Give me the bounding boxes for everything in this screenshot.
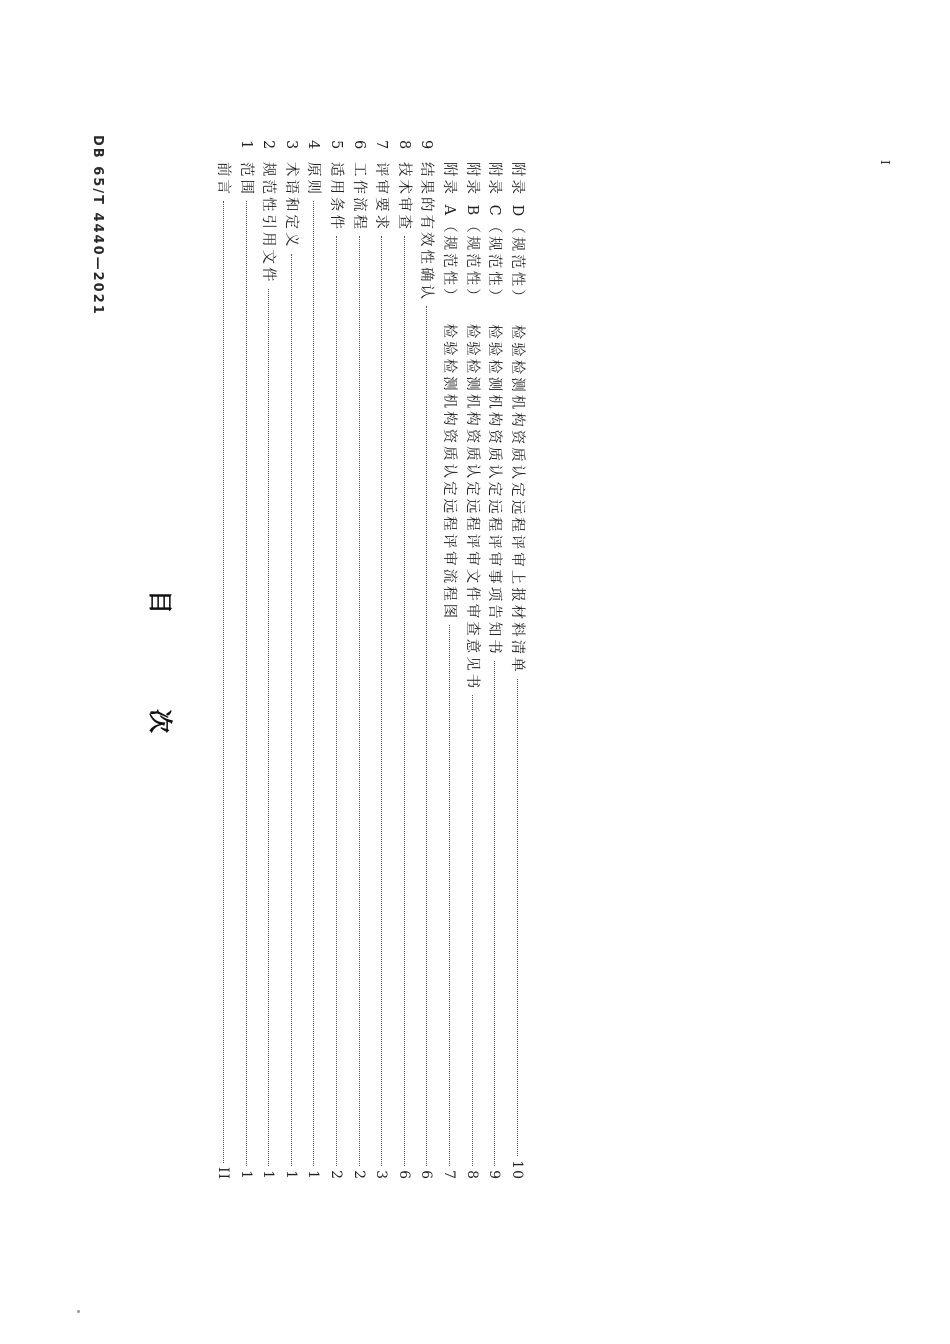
toc-entry[interactable] [372,140,393,1180]
toc-entry-number: 2 [260,140,277,153]
toc-dot-leader [223,201,224,1163]
toc-entry-title: 范围 [237,162,254,197]
toc-dot-leader [426,306,427,1166]
toc-entry-number: 8 [395,140,412,153]
toc-entry-page: 3 [373,1170,390,1180]
toc-entry-title: 原则 [305,162,322,197]
toc-entry[interactable] [304,140,325,1180]
toc-title: 目次 [146,590,174,828]
toc-entry-title: 规范性引用文件 [260,162,277,285]
scan-speck [77,1310,80,1313]
toc-dot-leader [517,679,518,1156]
toc-entry-number: 3 [282,140,299,153]
toc-entry-number: 5 [328,140,344,153]
toc-entry-page: II [215,1166,231,1180]
toc-dot-leader [313,201,314,1166]
toc-entry[interactable] [440,140,461,1180]
toc-entry-title: 结果的有效性确认 [418,162,435,302]
toc-entry-title: 附录 C（规范性） [486,162,503,307]
toc-entry-page: 10 [508,1160,525,1180]
toc-entry-title: 附录 D（规范性） [508,162,525,307]
toc-entry[interactable] [463,140,484,1180]
toc-dot-leader [336,236,337,1166]
toc-entry[interactable] [417,140,438,1180]
toc-entry-title: 技术审查 [395,162,412,232]
toc-entry[interactable] [214,140,235,1180]
toc-entry-page: 1 [260,1170,277,1180]
toc-entry-page: 6 [418,1170,435,1180]
toc-entry[interactable] [485,140,506,1180]
toc-entry[interactable] [237,140,258,1180]
toc-entry-page: 1 [282,1170,299,1180]
page-number: I [878,160,892,165]
toc-entry-description: 检验检测机构资质认定远程评审流程图 [441,323,457,622]
toc-entry-title: 附录 B（规范性） [463,162,480,306]
toc-entry-page: 2 [328,1170,344,1180]
toc-entry-number: 6 [350,140,367,153]
toc-entry-title: 附录 A（规范性） [441,162,457,306]
toc-entry-title: 工作流程 [350,162,367,232]
toc-entry-page: 1 [237,1170,254,1180]
toc-entry-page: 2 [350,1170,367,1180]
toc-dot-leader [359,236,360,1166]
toc-entry[interactable] [508,140,529,1180]
toc-entry-page: 1 [305,1170,322,1180]
toc-dot-leader [449,625,450,1166]
toc-dot-leader [268,289,269,1167]
toc-entry-description: 检验检测机构资质认定远程评审事项告知书 [486,324,503,657]
toc-entry[interactable] [350,140,371,1180]
toc-entry-number: 4 [305,140,322,153]
toc-dot-leader [404,236,405,1166]
toc-entry-page: 9 [486,1170,503,1180]
table-of-contents [0,140,950,1180]
toc-entry-page: 8 [463,1170,480,1180]
toc-dot-leader [246,201,247,1166]
toc-entry-title: 术语和定义 [282,162,299,250]
standard-code: DB 65/T 4440—2021 [90,135,105,316]
toc-entry-number: 7 [373,140,390,153]
toc-entry-page: 6 [395,1170,412,1180]
toc-entry-number: 1 [237,140,254,153]
toc-entry-page: 7 [441,1170,457,1180]
toc-dot-leader [291,254,292,1167]
toc-entry-description: 检验检测机构资质认定远程评审文件审查意见书 [463,323,480,692]
toc-entry-title: 前言 [215,162,231,197]
toc-entry-description: 检验检测机构资质认定远程评审上报材料清单 [508,324,525,675]
toc-entry-number: 9 [418,140,435,153]
toc-entry[interactable] [259,140,280,1180]
toc-dot-leader [472,695,473,1166]
toc-dot-leader [494,661,495,1166]
toc-entry-title: 评审要求 [373,162,390,232]
toc-entry-title: 适用条件 [328,162,344,232]
toc-entry[interactable] [282,140,303,1180]
toc-dot-leader [381,236,382,1166]
toc-entry[interactable] [395,140,416,1180]
toc-entry[interactable] [327,140,348,1180]
